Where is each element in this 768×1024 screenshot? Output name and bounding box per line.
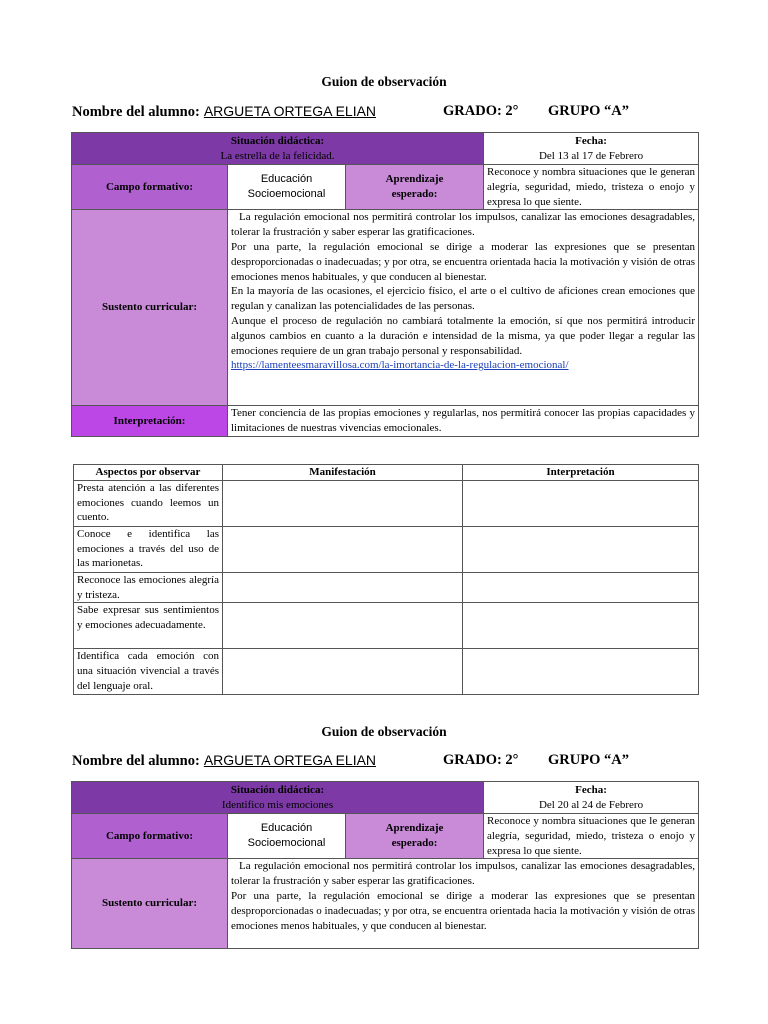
sustento-p2: Por una parte, la regulación emocional se dirige a moderar las expresiones que se presentan desproporcionadas o inadecuadas; y por otra, se encuentra orientada hacia la motivación y visión de otras emociones menos habituales, y que conducen al bienestar. [231, 240, 696, 283]
observation-table [73, 464, 699, 695]
info-table-2 [71, 781, 699, 949]
student-line [72, 103, 702, 121]
aspect-cell: Conoce e identifica las emociones a través del uso de las marionetas. [74, 526, 223, 572]
grade: GRADO: 2° [443, 103, 519, 119]
sustento-label: Sustento curricular: [72, 859, 228, 949]
name-label: Nombre del alumno: [72, 753, 200, 769]
manifestacion-cell[interactable] [223, 526, 463, 572]
interpretacion-text: Tener conciencia de las propias emociones y regularlas, nos permitirá conocer las propias capacidades y limitaciones de nuestras vivencias emocionales. [228, 406, 699, 437]
aspect-cell: Reconoce las emociones alegría y tristeza. [74, 572, 223, 603]
sustento-text [228, 859, 699, 949]
aprendizaje-text: Reconoce y nombra situaciones que le generan alegría, seguridad, miedo, tristeza o enojo y expresa lo que siente. [484, 165, 699, 210]
interpretacion-cell[interactable] [463, 649, 699, 695]
campo-label: Campo formativo: [72, 814, 228, 859]
situacion-label: Situación didáctica: [230, 134, 325, 147]
student-line-2 [72, 752, 702, 770]
campo-value [228, 814, 346, 859]
aspect-cell: Identifica cada emoción con una situación vivencial a través del lenguaje oral. [74, 649, 223, 695]
manifestacion-cell[interactable] [223, 649, 463, 695]
aprendizaje-text: Reconoce y nombra situaciones que le generan alegría, seguridad, miedo, tristeza o enojo y expresa lo que siente. [484, 814, 699, 859]
campo-line2: Socioemocional [247, 837, 326, 850]
aprendizaje-line1: Aprendizaje [385, 822, 444, 835]
campo-line1: Educación [260, 173, 313, 186]
grade: GRADO: 2° [443, 752, 519, 768]
aspect-cell: Presta atención a las diferentes emociones cuando leemos un cuento. [74, 480, 223, 526]
fecha-cell [484, 133, 699, 165]
fecha-cell [484, 782, 699, 814]
situacion-cell [72, 133, 484, 165]
fecha-label: Fecha: [575, 783, 607, 796]
student-name: ARGUETA ORTEGA ELIAN [203, 752, 377, 768]
situacion-cell [72, 782, 484, 814]
aprendizaje-line1: Aprendizaje [385, 173, 444, 186]
situacion-label: Situación didáctica: [230, 783, 325, 796]
interpretacion-cell[interactable] [463, 572, 699, 603]
sustento-p3: En la mayoría de las ocasiones, el ejercicio físico, el arte o el cultivo de aficiones crean emociones que regulan y canalizan las potencialidades de las personas. [231, 285, 696, 313]
aspect-cell: Sabe expresar sus sentimientos y emociones adecuadamente. [74, 603, 223, 649]
aprendizaje-label [346, 165, 484, 210]
table-row [74, 480, 699, 526]
situacion-value: Identifico mis emociones [221, 798, 334, 811]
student-name: ARGUETA ORTEGA ELIAN [203, 103, 377, 119]
campo-line1: Educación [260, 822, 313, 835]
situacion-value: La estrella de la felicidad. [220, 149, 335, 162]
campo-line2: Socioemocional [247, 188, 326, 201]
name-label: Nombre del alumno: [72, 104, 200, 120]
sustento-link[interactable]: https://lamenteesmaravillosa.com/la-imortancia-de-la-regulacion-emocional/ [231, 359, 569, 372]
campo-value [228, 165, 346, 210]
interpretacion-cell[interactable] [463, 603, 699, 649]
aprendizaje-line2: esperado: [391, 837, 438, 850]
manifestacion-cell[interactable] [223, 572, 463, 603]
sustento-text [228, 210, 699, 406]
campo-label: Campo formativo: [72, 165, 228, 210]
sustento-p1: La regulación emocional nos permitirá controlar los impulsos, canalizar las emociones desagradables, tolerar la frustración y saber esperar las gratificaciones. [231, 860, 696, 888]
header-interpretacion: Interpretación [463, 465, 699, 481]
info-table [71, 132, 699, 437]
table-row [74, 603, 699, 649]
page-title-2: Guion de observación [321, 724, 447, 739]
table-row [74, 526, 699, 572]
manifestacion-cell[interactable] [223, 480, 463, 526]
fecha-label: Fecha: [575, 134, 607, 147]
interpretacion-cell[interactable] [463, 526, 699, 572]
header-aspectos: Aspectos por observar [74, 465, 223, 481]
aprendizaje-line2: esperado: [391, 188, 438, 201]
fecha-value: Del 20 al 24 de Febrero [538, 798, 644, 811]
table-row [74, 572, 699, 603]
fecha-value: Del 13 al 17 de Febrero [538, 149, 644, 162]
header-manifestacion: Manifestación [223, 465, 463, 481]
sustento-p4: Aunque el proceso de regulación no cambiará totalmente la emoción, sí que nos permitirá introducir algunos cambios en cuanto a la duración e intensidad de la misma, ya que poder llegar a regular las emociones requiere de un gran trabajo personal y responsabilidad. [231, 314, 696, 357]
manifestacion-cell[interactable] [223, 603, 463, 649]
aprendizaje-label [346, 814, 484, 859]
group: GRUPO “A” [548, 103, 629, 119]
group: GRUPO “A” [548, 752, 629, 768]
interpretacion-label: Interpretación: [72, 406, 228, 437]
sustento-p2: Por una parte, la regulación emocional se dirige a moderar las expresiones que se presentan desproporcionadas o inadecuadas; y por otra, se encuentra orientada hacia la motivación y visión de otras emociones menos habituales, y que conducen al bienestar. [231, 889, 696, 932]
table-row [74, 649, 699, 695]
sustento-p1: La regulación emocional nos permitirá controlar los impulsos, canalizar las emociones desagradables, tolerar la frustración y saber esperar las gratificaciones. [231, 211, 696, 239]
interpretacion-cell[interactable] [463, 480, 699, 526]
page-title: Guion de observación [321, 74, 447, 89]
sustento-label: Sustento curricular: [72, 210, 228, 406]
